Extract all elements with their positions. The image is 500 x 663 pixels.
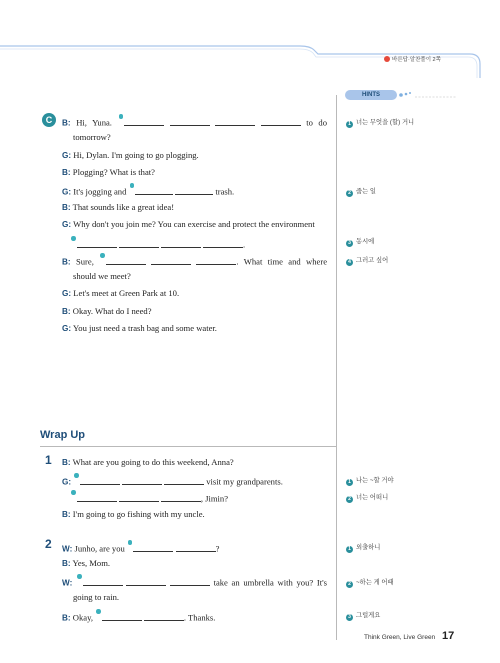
blank-marker-icon <box>96 609 101 614</box>
answer-blank[interactable] <box>102 611 142 621</box>
blank-marker-icon <box>130 183 135 188</box>
dialogue-line: G: It's jogging and trash. <box>62 183 234 199</box>
hint-item: 4 그러고 싶어 <box>346 255 388 266</box>
dialogue-line: B: Yes, Mom. <box>62 558 111 568</box>
dialogue-line: B: That sounds like a great idea! <box>62 202 175 212</box>
dialogue-line: tomorrow? <box>73 132 111 142</box>
dialogue-line: G: visit my grandparents. <box>62 473 283 489</box>
answer-blank[interactable] <box>106 255 146 265</box>
answer-blank[interactable] <box>196 255 236 265</box>
blank-marker-icon <box>71 236 76 241</box>
answer-blank[interactable] <box>164 475 204 485</box>
answer-blank[interactable] <box>119 492 159 502</box>
dialogue-line: B: I'm going to go fishing with my uncle. <box>62 509 205 519</box>
blank-marker-icon <box>71 490 76 495</box>
blank-marker-icon <box>100 253 105 258</box>
hint-item: 1 너는 무엇을 (할) 거니 <box>346 117 414 128</box>
dialogue-line: B: What are you going to do this weekend, Anna? <box>62 457 234 467</box>
answer-blank[interactable] <box>161 492 201 502</box>
hint-item: 3 동시에 <box>346 236 374 247</box>
dialogue-line: , Jimin? <box>70 490 228 505</box>
dialogue-line: B: Okay, . Thanks. <box>62 609 215 625</box>
answer-blank[interactable] <box>77 492 117 502</box>
hint-item: 3 그럴게요 <box>346 610 380 621</box>
hint-divider <box>336 95 337 640</box>
answer-blank[interactable] <box>261 116 301 126</box>
answer-blank[interactable] <box>151 255 191 265</box>
answer-blank[interactable] <box>126 576 166 586</box>
answer-blank[interactable] <box>135 185 173 195</box>
hints-badge: HINTS <box>345 90 397 100</box>
dialogue-line: should we meet? <box>73 271 131 281</box>
question-number: 2 <box>45 537 52 551</box>
dialogue-line: W: Junho, are you ? <box>62 540 219 556</box>
answer-blank[interactable] <box>175 185 213 195</box>
dialogue-line: B: Sure, . What time and where <box>62 253 327 269</box>
hint-item: 2 ~하는 게 어때 <box>346 577 394 588</box>
answer-blank[interactable] <box>133 542 173 552</box>
answer-blank[interactable] <box>170 576 210 586</box>
answer-blank[interactable] <box>124 116 164 126</box>
dialogue-line: W: take an umbrella with you? It's <box>62 574 327 590</box>
dialogue-line: B: Hi, Yuna. to do <box>62 114 327 130</box>
dialogue-line: G: Why don't you join me? You can exercise and protect the environment <box>62 219 315 229</box>
wrap-up-title: Wrap Up <box>40 429 86 441</box>
dialogue-line: G: Hi, Dylan. I'm going to go plogging. <box>62 150 199 160</box>
answer-blank[interactable] <box>80 475 120 485</box>
hint-item: 2 너는 어떠니 <box>346 492 388 503</box>
answer-blank[interactable] <box>176 542 216 552</box>
blank-marker-icon <box>119 114 124 119</box>
blank-marker-icon <box>74 473 79 478</box>
dialogue-line: B: Okay. What do I need? <box>62 306 152 316</box>
hints-dots-icon <box>397 88 457 102</box>
answer-blank[interactable] <box>203 238 243 248</box>
footer-unit-title: Think Green, Live Green <box>364 634 436 641</box>
hint-item: 1 나는 ~할 거야 <box>346 475 394 486</box>
section-c-badge: C <box>42 113 56 127</box>
dialogue-line: B: Plogging? What is that? <box>62 167 155 177</box>
answer-blank[interactable] <box>119 238 159 248</box>
answer-blank[interactable] <box>83 576 123 586</box>
dialogue-line: G: You just need a trash bag and some water. <box>62 323 217 333</box>
blank-marker-icon <box>77 574 82 579</box>
hint-item: 1 외출하니 <box>346 542 380 553</box>
question-number: 1 <box>45 453 52 467</box>
answer-blank[interactable] <box>77 238 117 248</box>
answer-blank[interactable] <box>161 238 201 248</box>
answer-blank[interactable] <box>144 611 184 621</box>
dialogue-line: . <box>70 236 245 251</box>
hint-item: 2 줍는 일 <box>346 186 376 197</box>
answer-blank[interactable] <box>215 116 255 126</box>
answer-blank[interactable] <box>170 116 210 126</box>
wrap-up-underline <box>40 446 336 447</box>
answer-key-tag: 바른답·알찬풀이 2쪽 <box>384 55 441 63</box>
blank-marker-icon <box>128 540 133 545</box>
answer-blank[interactable] <box>122 475 162 485</box>
dialogue-line: going to rain. <box>73 592 120 602</box>
dialogue-line: G: Let's meet at Green Park at 10. <box>62 288 180 298</box>
tag-icon <box>384 56 390 62</box>
page-number: 17 <box>442 630 455 642</box>
